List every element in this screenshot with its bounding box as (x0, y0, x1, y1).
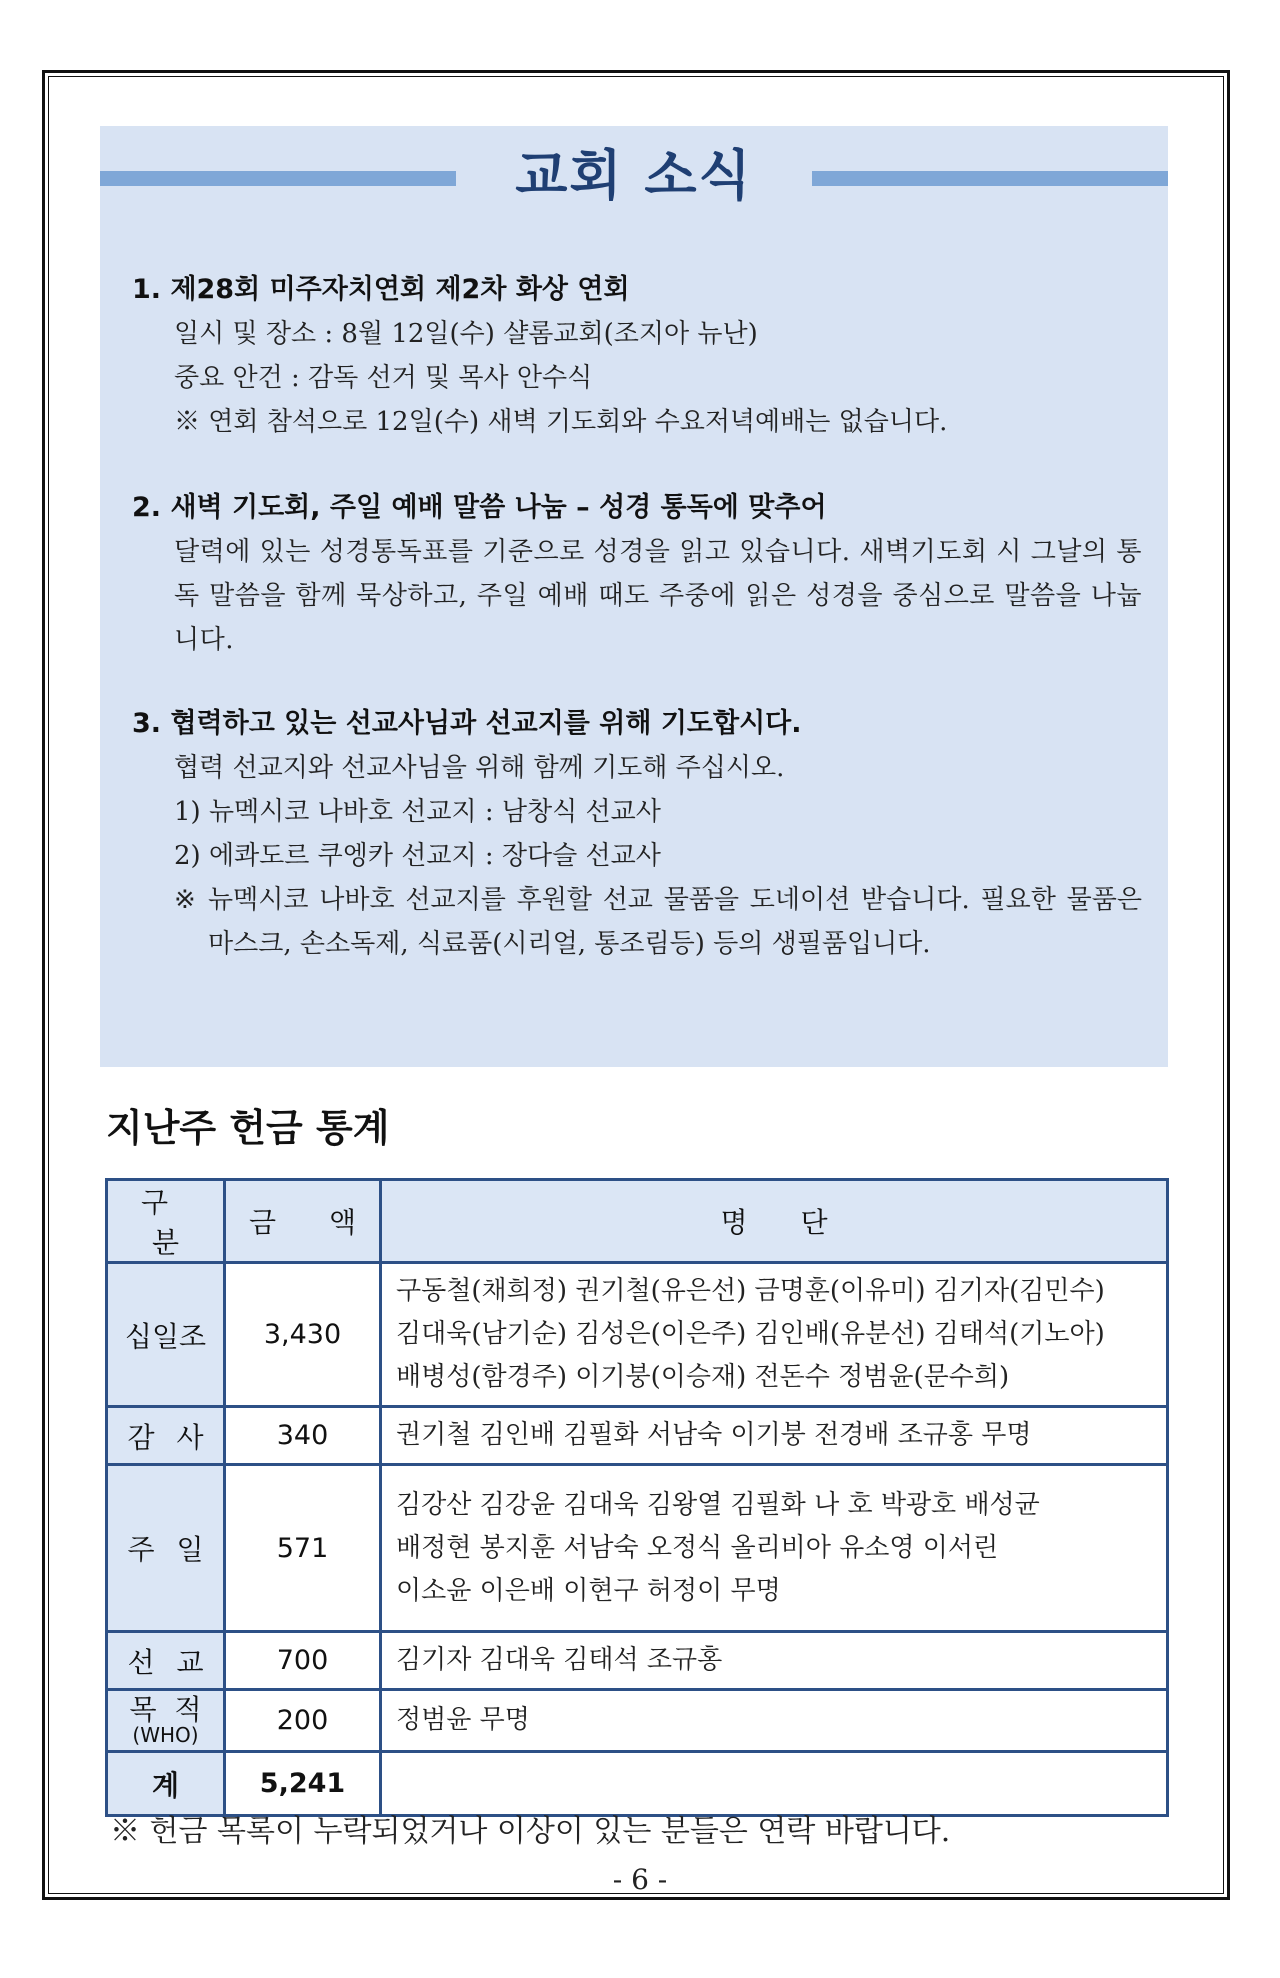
total-amount: 5,241 (225, 1752, 381, 1816)
news-item-heading: 1. 제28회 미주자치연회 제2차 화상 연회 (132, 274, 630, 305)
news-item-note (132, 878, 1142, 966)
row-names: 구동철(채희정) 권기철(유은선) 금명훈(이유미) 김기자(김민수) 김대욱(남기순) 김성은(이은주) 김인배(유분선) 김태석(기노아) 배병성(함경주) 이기붕(이승재) 전돈수 정범윤(문수희) (381, 1263, 1168, 1407)
news-item-line: 중요 안건 : 감독 선거 및 목사 안수식 (174, 363, 593, 393)
row-amount: 571 (225, 1465, 381, 1632)
news-title: 교회 소식 (515, 144, 753, 207)
row-names: 권기철 김인배 김필화 서남숙 이기붕 전경배 조규홍 무명 (381, 1407, 1168, 1465)
news-item-line: 1) 뉴멕시코 나바호 선교지 : 남창식 선교사 (174, 797, 661, 827)
row-category: 주일 (107, 1465, 225, 1632)
row-amount: 700 (225, 1632, 381, 1690)
row-category: 선교 (107, 1632, 225, 1690)
row-amount: 200 (225, 1690, 381, 1752)
news-item-line: 협력 선교지와 선교사님을 위해 함께 기도해 주십시오. (174, 753, 785, 783)
header-amount: 금 액 (225, 1180, 381, 1263)
row-amount: 3,430 (225, 1263, 381, 1407)
total-category: 계 (107, 1752, 225, 1816)
row-names: 김기자 김대욱 김태석 조규홍 (381, 1632, 1168, 1690)
page-number: - 6 - (612, 1863, 668, 1896)
table-row (107, 1465, 1168, 1632)
title-rule-right (812, 171, 1168, 186)
note-mark: ※ (174, 885, 196, 915)
news-item-line: ※ 연회 참석으로 12일(수) 새벽 기도회와 수요저녁예배는 없습니다. (174, 407, 948, 437)
row-amount: 340 (225, 1407, 381, 1465)
news-item-paragraph: 달력에 있는 성경통독표를 기준으로 성경을 읽고 있습니다. 새벽기도회 시 그날의 통독 말씀을 함께 묵상하고, 주일 예배 때도 주중에 읽은 성경을 중심으로 말씀을 나눕니다. (174, 537, 1142, 655)
news-item-3 (132, 702, 1142, 966)
header-category: 구 분 (107, 1180, 225, 1263)
news-item-1 (132, 268, 1142, 444)
total-names-empty (381, 1752, 1168, 1816)
table-row (107, 1690, 1168, 1752)
table-total-row (107, 1752, 1168, 1816)
row-category: 감사 (107, 1407, 225, 1465)
row-category: 십일조 (107, 1263, 225, 1407)
row-names: 정범윤 무명 (381, 1690, 1168, 1752)
note-text: 뉴멕시코 나바호 선교지를 후원할 선교 물품을 도네이션 받습니다. 필요한 물품은 마스크, 손소독제, 식료품(시리얼, 통조림등) 등의 생필품입니다. (208, 885, 1142, 959)
table-header-row (107, 1180, 1168, 1263)
footer-note: ※ 헌금 목록이 누락되었거나 이상이 있는 분들은 연락 바랍니다. (110, 1814, 951, 1849)
title-rule-left (100, 171, 456, 186)
news-item-heading: 2. 새벽 기도회, 주일 예배 말씀 나눔 – 성경 통독에 맞추어 (132, 492, 827, 523)
news-item-heading: 3. 협력하고 있는 선교사님과 선교지를 위해 기도합시다. (132, 708, 802, 739)
news-item-2 (132, 486, 1142, 662)
news-item-line: 2) 에콰도르 쿠엥카 선교지 : 장다슬 선교사 (174, 841, 661, 871)
table-row (107, 1632, 1168, 1690)
news-item-line: 일시 및 장소 : 8월 12일(수) 샬롬교회(조지아 뉴난) (174, 319, 758, 349)
offering-table (105, 1178, 1169, 1817)
table-row (107, 1263, 1168, 1407)
offering-stats-title: 지난주 헌금 통계 (106, 1106, 390, 1150)
row-category: 목적 (WHO) (107, 1690, 225, 1752)
header-names: 명 단 (381, 1180, 1168, 1263)
row-names: 김강산 김강윤 김대욱 김왕열 김필화 나 호 박광호 배성균 배정현 봉지훈 서남숙 오정식 올리비아 유소영 이서린 이소윤 이은배 이현구 허정이 무명 (381, 1465, 1168, 1632)
table-row (107, 1407, 1168, 1465)
